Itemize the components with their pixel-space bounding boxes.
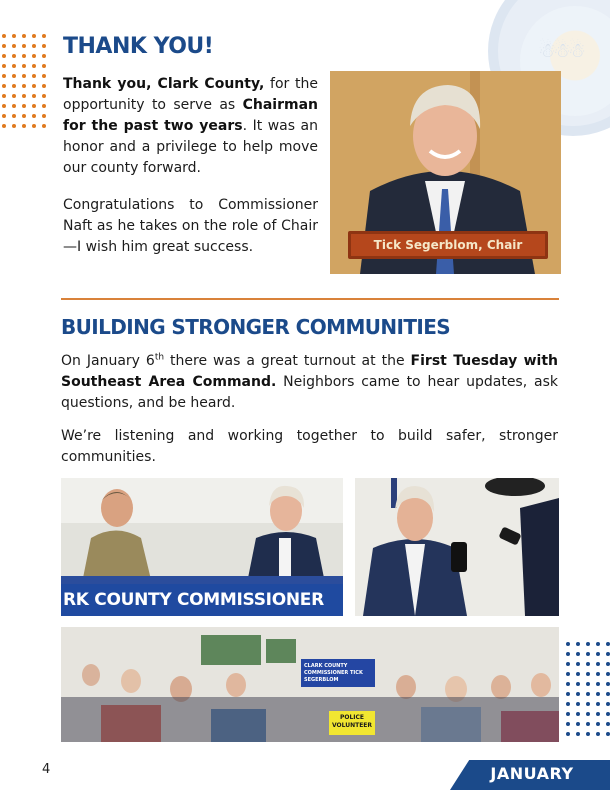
build-text-3: Neighbors came to hear updates, ask questions, and be heard. [61,374,558,411]
congratulations-paragraph: Congratulations to Commissioner Naft as he takes on the role of Chair—I wish him great success. [63,197,318,255]
commissioner-banner: RK COUNTY COMMISSIONER [61,584,343,616]
listening-paragraph: We’re listening and working together to build safer, stronger communities. [61,428,558,465]
police-volunteer-vest: POLICE VOLUNTEER [329,711,375,735]
thanks-bold-clark-county: Thank you, Clark County, [63,76,265,92]
seal-figures: ☃☃☃ [538,38,583,62]
panel-meeting-photo [61,478,343,616]
first-tuesday-paragraph [61,351,558,414]
thanks-text-1: for the opportunity to serve as [63,76,318,113]
interview-illustration [355,478,559,616]
building-communities-heading: BUILDING STRONGER COMMUNITIES [61,315,451,339]
nameplate: Tick Segerblom, Chair [348,231,548,259]
thanks-text-2: . It was an honor and a privilege to help move our county forward. [63,118,318,176]
superscript-th: th [154,352,165,363]
orange-dot-pattern [2,34,46,128]
portrait-photo [330,71,561,274]
table-sign: CLARK COUNTY COMMISSIONER TICK SEGERBLOM [301,659,375,687]
build-text-1: On January 6 [61,353,155,369]
thank-you-heading: THANK YOU! [63,34,214,59]
thank-you-paragraph [63,74,318,179]
section-divider [61,298,559,300]
month-label: JANUARY [490,764,574,783]
media-interview-photo [355,478,559,616]
build-text-2: there was a great turnout at the [164,353,411,369]
page-number: 4 [42,762,51,777]
audience-photo [61,627,559,742]
blue-dot-pattern [566,642,610,736]
build-bold-event: First Tuesday with Southeast Area Command. [61,353,558,390]
thanks-bold-chairman: Chairman for the past two years [63,97,318,134]
